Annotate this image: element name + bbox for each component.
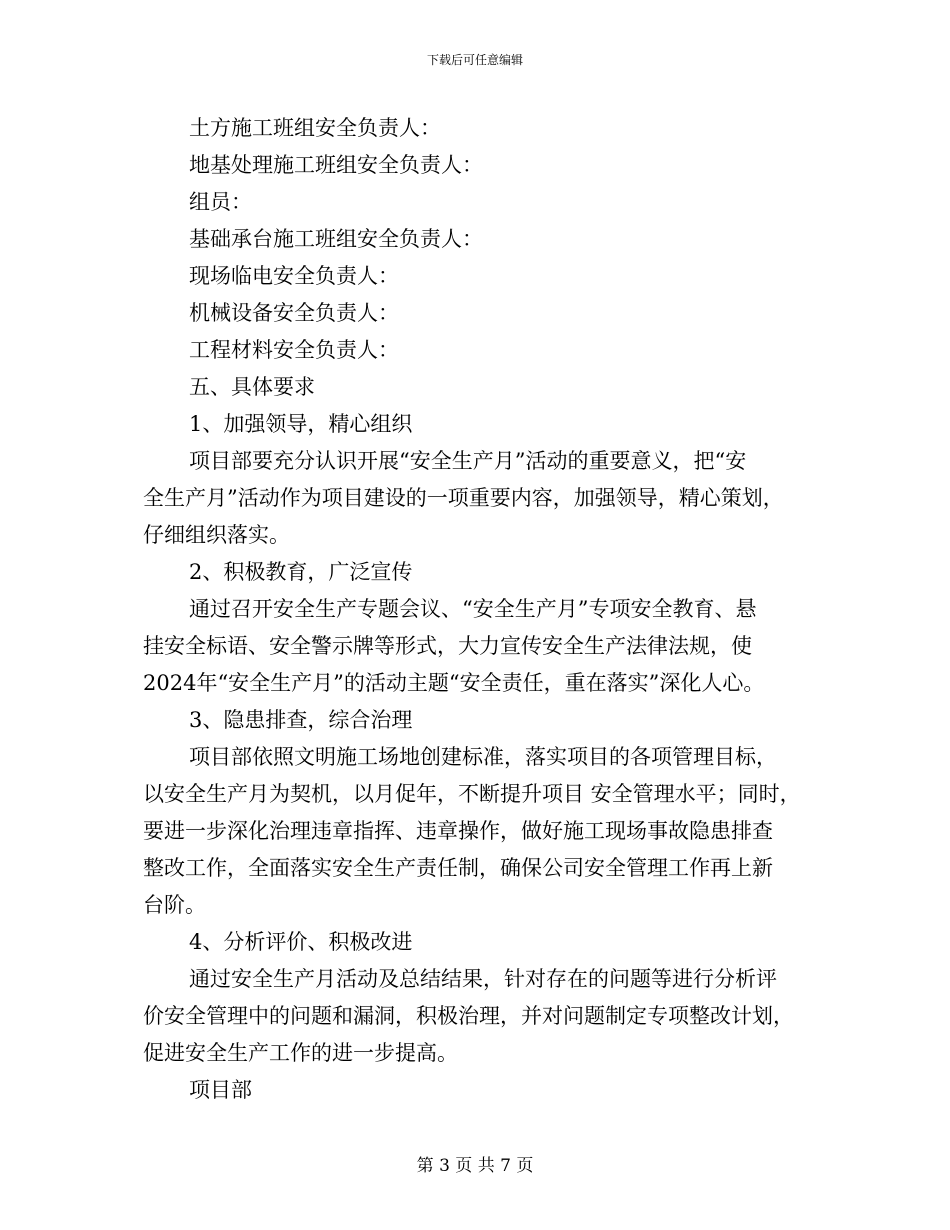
paragraph-line: 通过安全生产月活动及总结结果，针对存在的问题等进行分析评: [189, 967, 777, 991]
paragraph-line: 项目部依照文明施工场地创建标准，落实项目的各项管理目标，: [189, 745, 777, 769]
item-heading: 4、分析评价、积极改进: [189, 930, 413, 954]
paragraph-line: 挂安全标语、安全警示牌等形式，大力宣传安全生产法律法规，使: [143, 634, 752, 658]
page-header: 下载后可任意编辑: [426, 53, 523, 67]
item-heading: 1、加强领导，精心组织: [189, 412, 413, 436]
page-number: 第 3 页 共 7 页: [416, 1156, 534, 1176]
item-heading: 2、积极教育，广泛宣传: [189, 560, 413, 584]
paragraph-line: 通过召开安全生产专题会议、“安全生产月”专项安全教育、悬: [189, 597, 757, 621]
paragraph-line: 以安全生产月为契机，以月促年，不断提升项目 安全管理水平；同时，: [143, 782, 801, 806]
role-line: 地基处理施工班组安全负责人：: [189, 153, 483, 177]
paragraph-line: 仔细组织落实。: [143, 523, 290, 547]
signature: 项目部: [189, 1078, 252, 1102]
paragraph-line: 促进安全生产工作的进一步提高。: [143, 1041, 458, 1065]
paragraph-line: 要进一步深化治理违章指挥、违章操作，做好施工现场事故隐患排查: [143, 819, 773, 843]
paragraph-line: 整改工作，全面落实安全生产责任制，确保公司安全管理工作再上新: [143, 856, 773, 880]
section-heading: 五、具体要求: [189, 375, 315, 399]
paragraph-line: 项目部要充分认识开展“安全生产月”活动的重要意义，把“安: [189, 449, 747, 473]
role-line: 机械设备安全负责人：: [189, 301, 399, 325]
paragraph-line: 全生产月”活动作为项目建设的一项重要内容，加强领导，精心策划，: [143, 486, 784, 510]
paragraph-line: 台阶。: [143, 893, 206, 917]
role-line: 工程材料安全负责人：: [189, 338, 399, 362]
paragraph-line: 2024年“安全生产月”的活动主题“安全责任，重在落实”深化人心。: [143, 671, 765, 695]
role-line: 现场临电安全负责人：: [189, 264, 399, 288]
paragraph-line: 价安全管理中的问题和漏洞，积极治理，并对问题制定专项整改计划，: [143, 1004, 794, 1028]
role-line: 基础承台施工班组安全负责人：: [189, 227, 483, 251]
role-line: 土方施工班组安全负责人：: [189, 116, 441, 140]
role-line: 组员：: [189, 190, 252, 214]
item-heading: 3、隐患排查，综合治理: [189, 708, 413, 732]
